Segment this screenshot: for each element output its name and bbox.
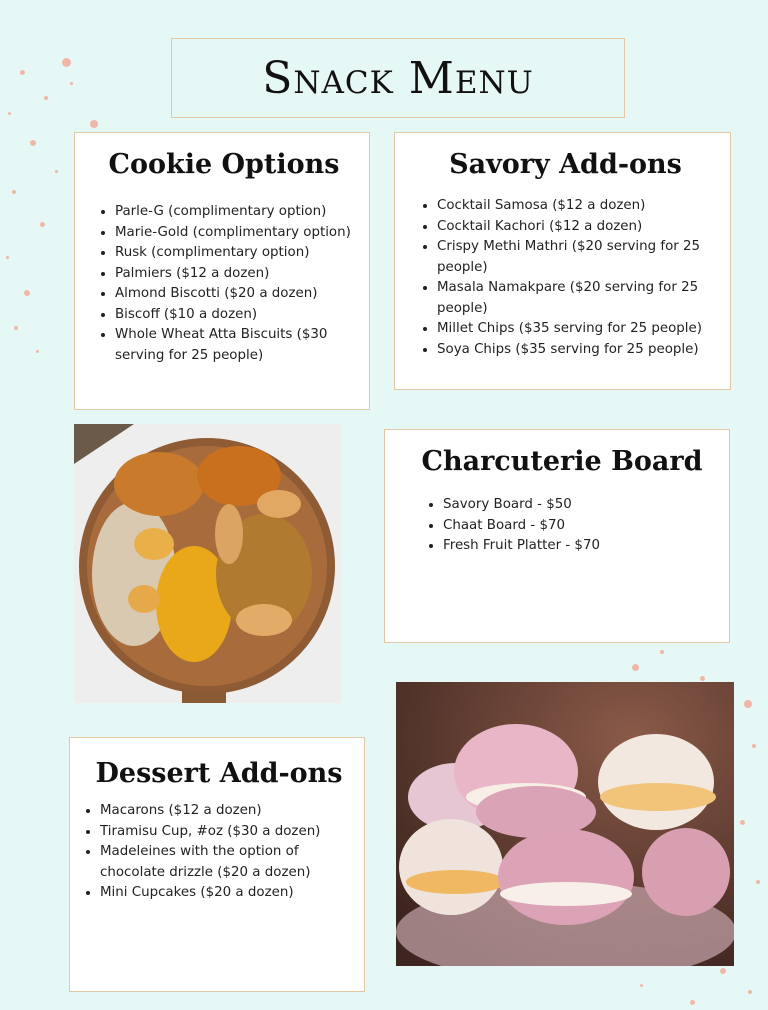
cookie-options-card: [74, 132, 370, 410]
list-item: • Millet Chips ($35 serving for 25 people): [437, 319, 720, 340]
savory-addons-heading: Savory Add-ons: [449, 149, 682, 180]
snack-platter-photo: [74, 424, 341, 703]
list-item: • Macarons ($12 a dozen): [100, 801, 354, 822]
list-item: • Madeleines with the option of chocolate drizzle ($20 a dozen): [100, 842, 354, 883]
macarons-photo: [396, 682, 734, 966]
list-item: • Savory Board - $50: [443, 495, 719, 516]
cookie-options-heading: Cookie Options: [108, 149, 340, 180]
list-item: • Rusk (complimentary option): [115, 243, 359, 264]
list-item: • Soya Chips ($35 serving for 25 people): [437, 340, 720, 361]
list-item: • Marie-Gold (complimentary option): [115, 223, 359, 244]
charcuterie-board-list: [405, 495, 719, 557]
list-item: • Masala Namakpare ($20 serving for 25 people): [437, 278, 720, 319]
list-item: • Palmiers ($12 a dozen): [115, 264, 359, 285]
list-item: • Whole Wheat Atta Biscuits ($30 serving for 25 people): [115, 325, 359, 366]
menu-title: Snack Menu: [262, 52, 534, 104]
cookie-options-list: [89, 202, 359, 366]
list-item: • Crispy Methi Mathri ($20 serving for 25 people): [437, 237, 720, 278]
dessert-addons-heading: Dessert Add-ons: [95, 758, 343, 789]
list-item: • Cocktail Kachori ($12 a dozen): [437, 217, 720, 238]
list-item: • Parle-G (complimentary option): [115, 202, 359, 223]
list-item: • Cocktail Samosa ($12 a dozen): [437, 196, 720, 217]
menu-title-box: [171, 38, 625, 118]
list-item: • Chaat Board - $70: [443, 516, 719, 537]
list-item: • Almond Biscotti ($20 a dozen): [115, 284, 359, 305]
list-item: • Biscoff ($10 a dozen): [115, 305, 359, 326]
list-item: • Tiramisu Cup, #oz ($30 a dozen): [100, 822, 354, 843]
savory-addons-card: [394, 132, 731, 390]
savory-addons-list: [411, 196, 720, 360]
dessert-addons-card: [69, 737, 365, 992]
charcuterie-board-heading: Charcuterie Board: [421, 446, 703, 477]
charcuterie-board-card: [384, 429, 730, 643]
list-item: • Fresh Fruit Platter - $70: [443, 536, 719, 557]
dessert-addons-list: [84, 801, 354, 904]
list-item: • Mini Cupcakes ($20 a dozen): [100, 883, 354, 904]
